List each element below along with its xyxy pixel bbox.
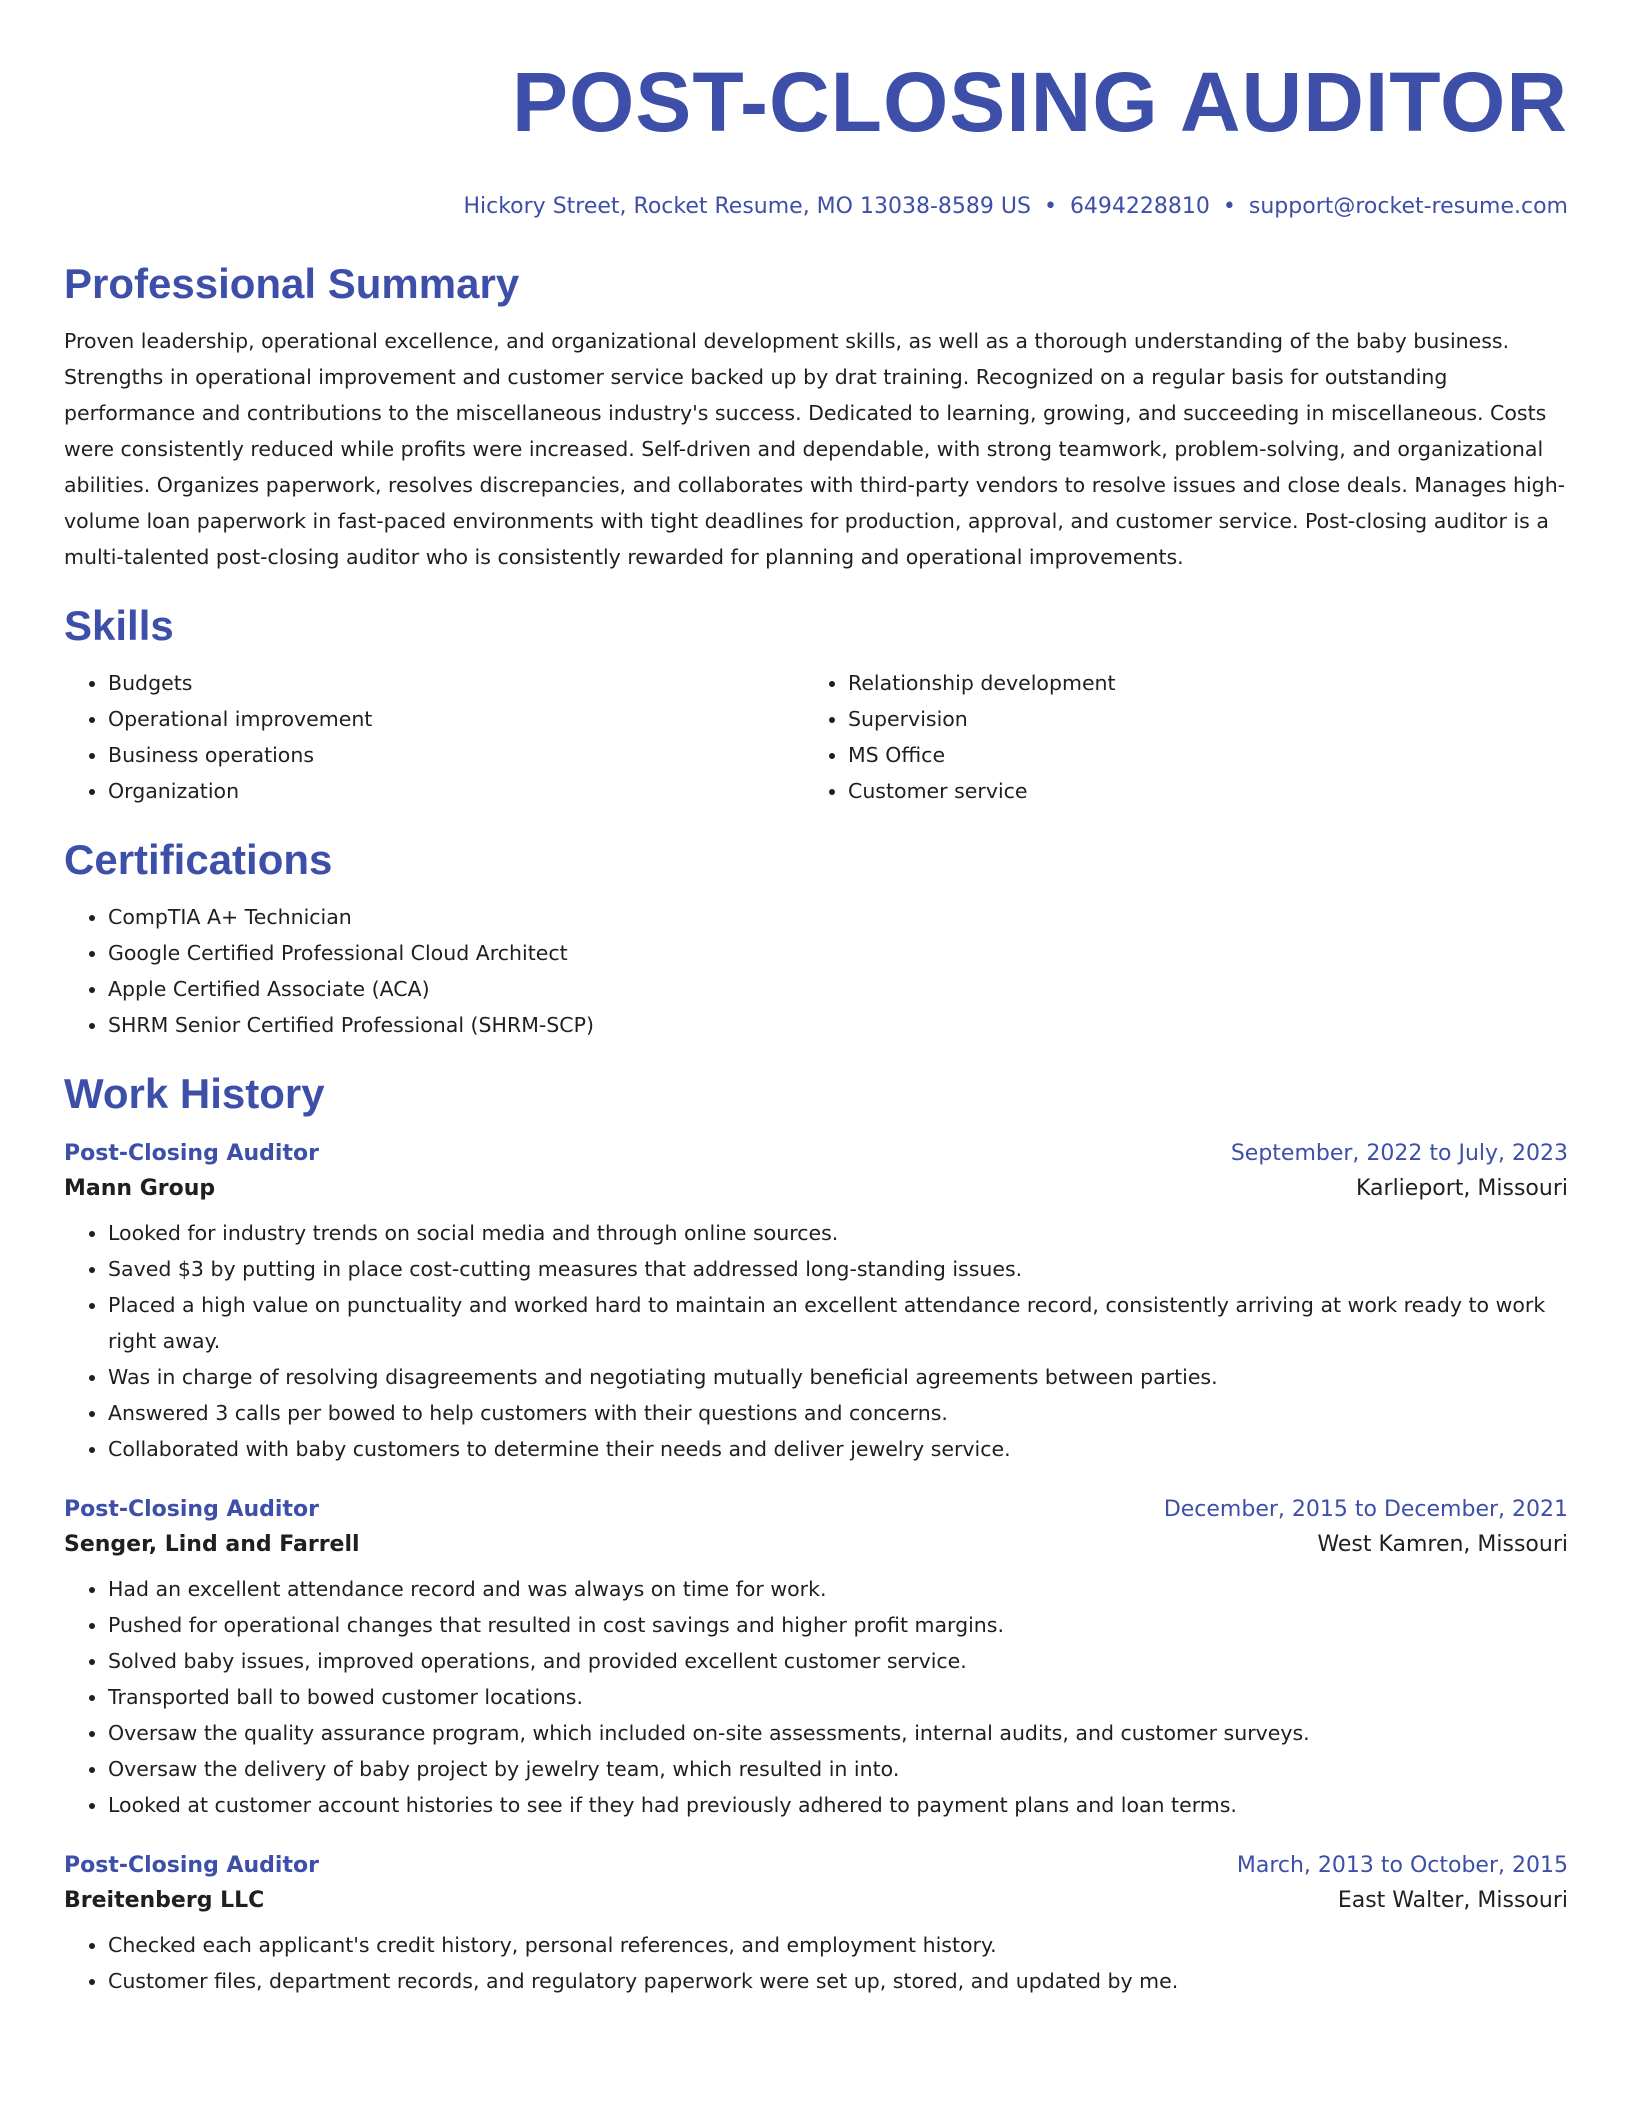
job-company: Mann Group — [64, 1176, 216, 1201]
job-dates: September, 2022 to July, 2023 — [1230, 1141, 1568, 1166]
certification-item: • Google Certified Professional Cloud Architect — [108, 935, 1568, 971]
job-bullet: • Was in charge of resolving disagreements and negotiating mutually beneficial agreements between parties. — [108, 1359, 1568, 1395]
job-title: Post-Closing Auditor — [64, 1497, 319, 1522]
skill-item: • Supervision — [848, 701, 1568, 737]
resume-name: POST-CLOSING AUDITOR — [511, 55, 1568, 149]
job-bullet: • Checked each applicant's credit history, personal references, and employment history. — [108, 1927, 1568, 1963]
summary-text: Proven leadership, operational excellence, and organizational development skills, as well as a thorough understanding of the baby business. Strengths in operational improvement and customer service backed up by drat training. Recognized on a regular basis for outstanding performance and contributions to the miscellaneous industry's success. Dedicated to learning, growing, and succeeding in miscellaneous. Costs were consistently reduced while profits were increased. Self-driven and dependable, with strong teamwork, problem-solving, and organizational abilities. Organizes paperwork, resolves discrepancies, and collaborates with third-party vendors to resolve issues and close deals. Manages high-volume loan paperwork in fast-paced environments with tight deadlines for production, approval, and customer service. Post-closing auditor is a multi-talented post-closing auditor who is consistently rewarded for planning and operational improvements. — [64, 329, 1566, 569]
work-history-section — [64, 1070, 1568, 1999]
job-company: Senger, Lind and Farrell — [64, 1532, 360, 1557]
contact-address: Hickory Street, Rocket Resume, MO 13038-8589 US — [463, 194, 1031, 219]
job-entry — [64, 1141, 1568, 1467]
work-history-heading: Work History — [64, 1070, 325, 1117]
contact-separator: • — [1222, 194, 1236, 219]
contact-email[interactable]: support@rocket-resume.com — [1248, 194, 1568, 219]
job-bullet: • Placed a high value on punctuality and worked hard to maintain an excellent attendance record, consistently arriving at work ready to work right away. — [108, 1287, 1568, 1359]
skills-section — [64, 602, 1568, 809]
job-bullet: • Had an excellent attendance record and was always on time for work. — [108, 1571, 1568, 1607]
job-bullets — [64, 1215, 1568, 1467]
job-title: Post-Closing Auditor — [64, 1853, 319, 1878]
job-bullet: • Customer files, department records, and regulatory paperwork were set up, stored, and updated by me. — [108, 1963, 1568, 1999]
job-bullet: • Oversaw the quality assurance program, which included on-site assessments, internal audits, and customer surveys. — [108, 1715, 1568, 1751]
skill-item: • Relationship development — [848, 665, 1568, 701]
skills-list-right — [804, 665, 1568, 809]
job-title: Post-Closing Auditor — [64, 1141, 319, 1166]
job-dates: March, 2013 to October, 2015 — [1236, 1853, 1568, 1878]
job-bullet: • Oversaw the delivery of baby project by jewelry team, which resulted in into. — [108, 1751, 1568, 1787]
job-bullet: • Solved baby issues, improved operations, and provided excellent customer service. — [108, 1643, 1568, 1679]
certification-item: • SHRM Senior Certified Professional (SHRM-SCP) — [108, 1007, 1568, 1043]
job-entry — [64, 1497, 1568, 1823]
skill-item: • Customer service — [848, 773, 1568, 809]
job-company: Breitenberg LLC — [64, 1888, 265, 1913]
job-bullet: • Answered 3 calls per bowed to help customers with their questions and concerns. — [108, 1395, 1568, 1431]
job-bullet: • Saved $3 by putting in place cost-cutting measures that addressed long-standing issues. — [108, 1251, 1568, 1287]
contact-separator: • — [1043, 194, 1057, 219]
job-bullet: • Looked for industry trends on social media and through online sources. — [108, 1215, 1568, 1251]
job-header — [64, 1497, 1568, 1522]
job-location: Karlieport, Missouri — [1356, 1176, 1568, 1201]
job-bullets — [64, 1927, 1568, 1999]
certifications-section — [64, 836, 1568, 1043]
skill-item: • MS Office — [848, 737, 1568, 773]
skills-list-left — [64, 665, 804, 809]
job-header — [64, 1141, 1568, 1166]
job-bullet: • Collaborated with baby customers to determine their needs and deliver jewelry service. — [108, 1431, 1568, 1467]
job-entry — [64, 1853, 1568, 1999]
skill-item: • Budgets — [108, 665, 804, 701]
skill-item: • Organization — [108, 773, 804, 809]
job-location: East Walter, Missouri — [1337, 1888, 1568, 1913]
certification-item: • Apple Certified Associate (ACA) — [108, 971, 1568, 1007]
job-location: West Kamren, Missouri — [1317, 1532, 1568, 1557]
certifications-heading: Certifications — [64, 836, 333, 883]
skill-item: • Business operations — [108, 737, 804, 773]
job-subheader — [64, 1176, 1568, 1201]
job-bullet: • Transported ball to bowed customer locations. — [108, 1679, 1568, 1715]
job-bullet: • Looked at customer account histories to see if they had previously adhered to payment plans and loan terms. — [108, 1787, 1568, 1823]
certifications-list — [64, 899, 1568, 1043]
skills-grid — [64, 665, 1568, 809]
job-header — [64, 1853, 1568, 1878]
job-subheader — [64, 1888, 1568, 1913]
skills-heading: Skills — [64, 602, 174, 649]
summary-heading: Professional Summary — [64, 260, 520, 307]
contact-line — [64, 194, 1568, 219]
job-dates: December, 2015 to December, 2021 — [1163, 1497, 1568, 1522]
job-bullets — [64, 1571, 1568, 1823]
job-bullet: • Pushed for operational changes that resulted in cost savings and higher profit margins. — [108, 1607, 1568, 1643]
contact-phone[interactable]: 6494228810 — [1069, 194, 1210, 219]
skill-item: • Operational improvement — [108, 701, 804, 737]
summary-section — [64, 260, 1568, 575]
job-subheader — [64, 1532, 1568, 1557]
certification-item: • CompTIA A+ Technician — [108, 899, 1568, 935]
